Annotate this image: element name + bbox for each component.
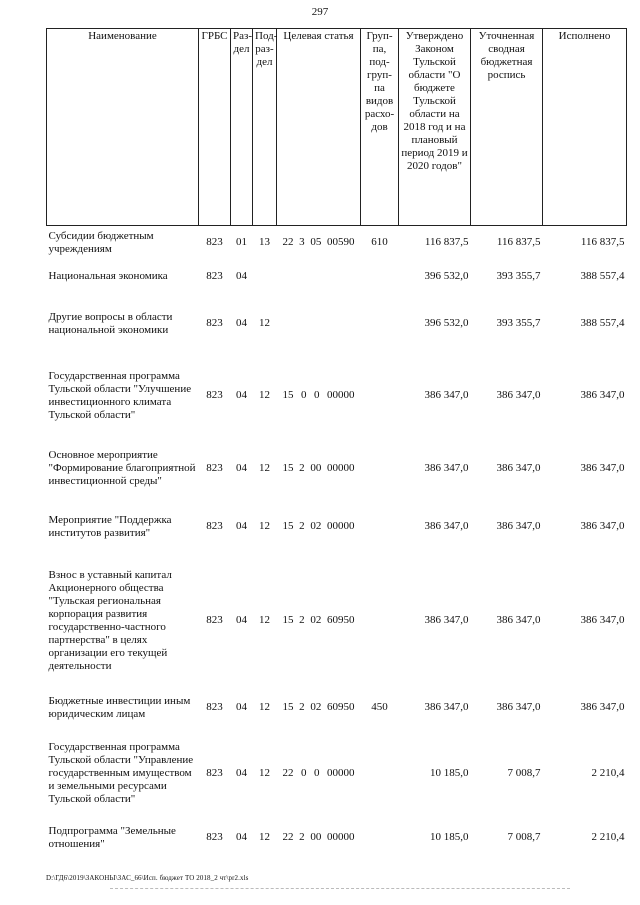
row-name: Субсидии бюджетным учреждениям [48,229,154,255]
row-target-part: 00000 [327,767,355,779]
row-razdel: 04 [236,270,247,282]
row-group [361,500,399,554]
row-name: Взнос в уставный капитал Акционерного общества "Тульская региональная корпорация развития государственно-частного партнерства" в целях организации его текущей деятельности [48,568,172,672]
row-name: Другие вопросы в области национальной экономики [48,310,173,336]
row-target-part: 0 [301,767,307,779]
row-target [277,500,361,554]
row-executed: 116 837,5 [580,236,625,249]
row-target-part: 00590 [326,236,355,249]
row-target-part: 2 [299,831,305,843]
row-podrazdel [253,260,277,294]
row-podrazdel: 13 [259,236,270,249]
row-razdel: 04 [236,462,247,474]
header-razdel: Раз-дел [231,29,253,226]
row-target-part: 15 [282,389,294,401]
row-approved: 10 185,0 [430,831,469,843]
row-name: Подпрограмма "Земельные отношения" [48,824,176,850]
row-target [277,728,361,820]
row-grbs: 823 [206,236,223,249]
row-refined: 386 347,0 [496,701,541,713]
row-group [361,438,399,500]
row-target-part: 2 [299,614,305,626]
footer-file-path: D:\ГД6\2019\ЗАКОНЫ\ЗАС_66\Исп. бюджет ТО 2018_2 чт\pr2.xls [46,874,249,882]
row-refined: 386 347,0 [496,389,541,401]
row-name: Мероприятие "Поддержка институтов развития" [48,513,172,539]
row-group [361,820,399,856]
row-target-part: 02 [310,520,322,532]
row-podrazdel: 12 [259,831,270,843]
row-grbs: 823 [206,701,223,713]
row-target-part: 60950 [326,614,355,626]
row-razdel: 04 [236,389,247,401]
row-refined: 7 008,7 [507,767,541,779]
row-grbs: 823 [206,767,223,779]
row-group: 450 [371,701,388,713]
row-approved: 386 347,0 [424,462,469,474]
row-approved: 396 532,0 [424,270,469,282]
row-target-part: 0 [314,389,320,401]
table-row [47,260,627,294]
row-refined: 386 347,0 [496,614,541,626]
row-grbs: 823 [206,520,223,532]
row-target-part: 15 [282,520,294,532]
table-row [47,500,627,554]
row-grbs: 823 [206,389,223,401]
row-executed: 386 347,0 [580,701,625,713]
row-target [277,294,361,354]
row-target-part: 00000 [326,831,355,843]
row-group [361,554,399,688]
page-number: 297 [311,6,329,18]
row-grbs: 823 [206,270,223,282]
row-target-part: 15 [282,701,294,713]
table-header-row [47,29,627,226]
row-target-part: 0 [301,389,307,401]
row-target-part: 0 [314,767,320,779]
header-group: Груп-па, под-груп-па видов расхо-дов [361,29,399,226]
row-grbs: 823 [206,831,223,843]
header-grbs: ГРБС [199,29,231,226]
row-grbs: 823 [206,317,223,329]
table-row [47,294,627,354]
row-group: 610 [371,236,388,249]
row-razdel: 04 [236,520,247,532]
table-row [47,226,627,260]
row-target [277,820,361,856]
row-executed: 386 347,0 [580,462,625,474]
row-target-part: 02 [310,614,322,626]
row-target-part: 22 [282,767,294,779]
row-executed: 2 210,4 [591,831,625,843]
row-approved: 386 347,0 [424,701,469,713]
row-refined: 386 347,0 [496,462,541,474]
row-target-part: 00000 [326,462,355,474]
table-row [47,688,627,728]
header-refined: Уточненная сводная бюджетная роспись [471,29,543,226]
header-executed: Исполнено [543,29,627,226]
table-row [47,354,627,438]
row-grbs: 823 [206,614,223,626]
row-target-part: 2 [299,462,305,474]
row-group [361,260,399,294]
row-executed: 388 557,4 [580,270,625,282]
row-podrazdel: 12 [259,389,270,401]
row-group [361,728,399,820]
row-podrazdel: 12 [259,701,270,713]
row-refined: 7 008,7 [507,831,541,843]
row-target [277,226,361,260]
row-razdel: 01 [236,236,247,249]
row-refined: 393 355,7 [496,317,541,329]
row-refined: 386 347,0 [496,520,541,532]
row-target-part: 02 [310,701,322,713]
row-razdel: 04 [236,317,247,329]
row-group [361,354,399,438]
row-podrazdel: 12 [259,520,270,532]
row-target-part: 3 [299,236,305,249]
table-row [47,820,627,856]
row-target-part: 00000 [327,389,355,401]
row-executed: 2 210,4 [591,767,625,779]
row-podrazdel: 12 [259,767,270,779]
row-approved: 396 532,0 [424,317,469,329]
row-executed: 386 347,0 [580,389,625,401]
row-target-part: 05 [310,236,322,249]
row-executed: 388 557,4 [580,317,625,329]
row-target [277,688,361,728]
row-group [361,294,399,354]
row-name: Бюджетные инвестиции иным юридическим лицам [48,694,191,720]
row-target-part: 22 [282,831,294,843]
row-podrazdel: 12 [259,317,270,329]
row-approved: 10 185,0 [430,767,469,779]
row-name: Государственная программа Тульской области "Управление государственным имуществом и земельными ресурсами Тульской области" [48,741,194,805]
row-razdel: 04 [236,831,247,843]
row-target-part: 00000 [326,520,355,532]
row-refined: 393 355,7 [496,270,541,282]
row-target [277,438,361,500]
row-razdel: 04 [236,614,247,626]
header-target: Целевая статья [277,29,361,226]
header-name: Наименование [47,29,199,226]
row-approved: 386 347,0 [424,614,469,626]
row-target-part: 22 [282,236,294,249]
row-grbs: 823 [206,462,223,474]
table-row [47,438,627,500]
footer-divider [110,888,570,889]
row-target-part: 2 [299,701,305,713]
row-target [277,354,361,438]
header-approved: Утверждено Законом Тульской области "О бюджете Тульской области на 2018 год и на плановый период 2019 и 2020 годов" [399,29,471,226]
budget-table [46,28,627,856]
row-name: Основное мероприятие "Формирование благоприятной инвестиционной среды" [48,449,196,487]
row-approved: 386 347,0 [424,389,469,401]
row-razdel: 04 [236,701,247,713]
row-razdel: 04 [236,767,247,779]
row-target-part: 15 [282,614,294,626]
row-name: Национальная экономика [48,270,168,282]
row-target [277,554,361,688]
row-podrazdel: 12 [259,614,270,626]
row-name: Государственная программа Тульской области "Улучшение инвестиционного климата Тульской области" [48,369,192,421]
row-approved: 386 347,0 [424,520,469,532]
row-executed: 386 347,0 [580,520,625,532]
row-target [277,260,361,294]
row-target-part: 2 [299,520,305,532]
row-executed: 386 347,0 [580,614,625,626]
table-row [47,728,627,820]
row-podrazdel: 12 [259,462,270,474]
row-refined: 116 837,5 [496,236,541,249]
row-target-part: 00 [310,462,322,474]
header-podrazdel: Под-раз-дел [253,29,277,226]
row-approved: 116 837,5 [424,236,469,249]
row-target-part: 00 [310,831,322,843]
row-target-part: 60950 [326,701,355,713]
row-target-part: 15 [282,462,294,474]
table-row [47,554,627,688]
